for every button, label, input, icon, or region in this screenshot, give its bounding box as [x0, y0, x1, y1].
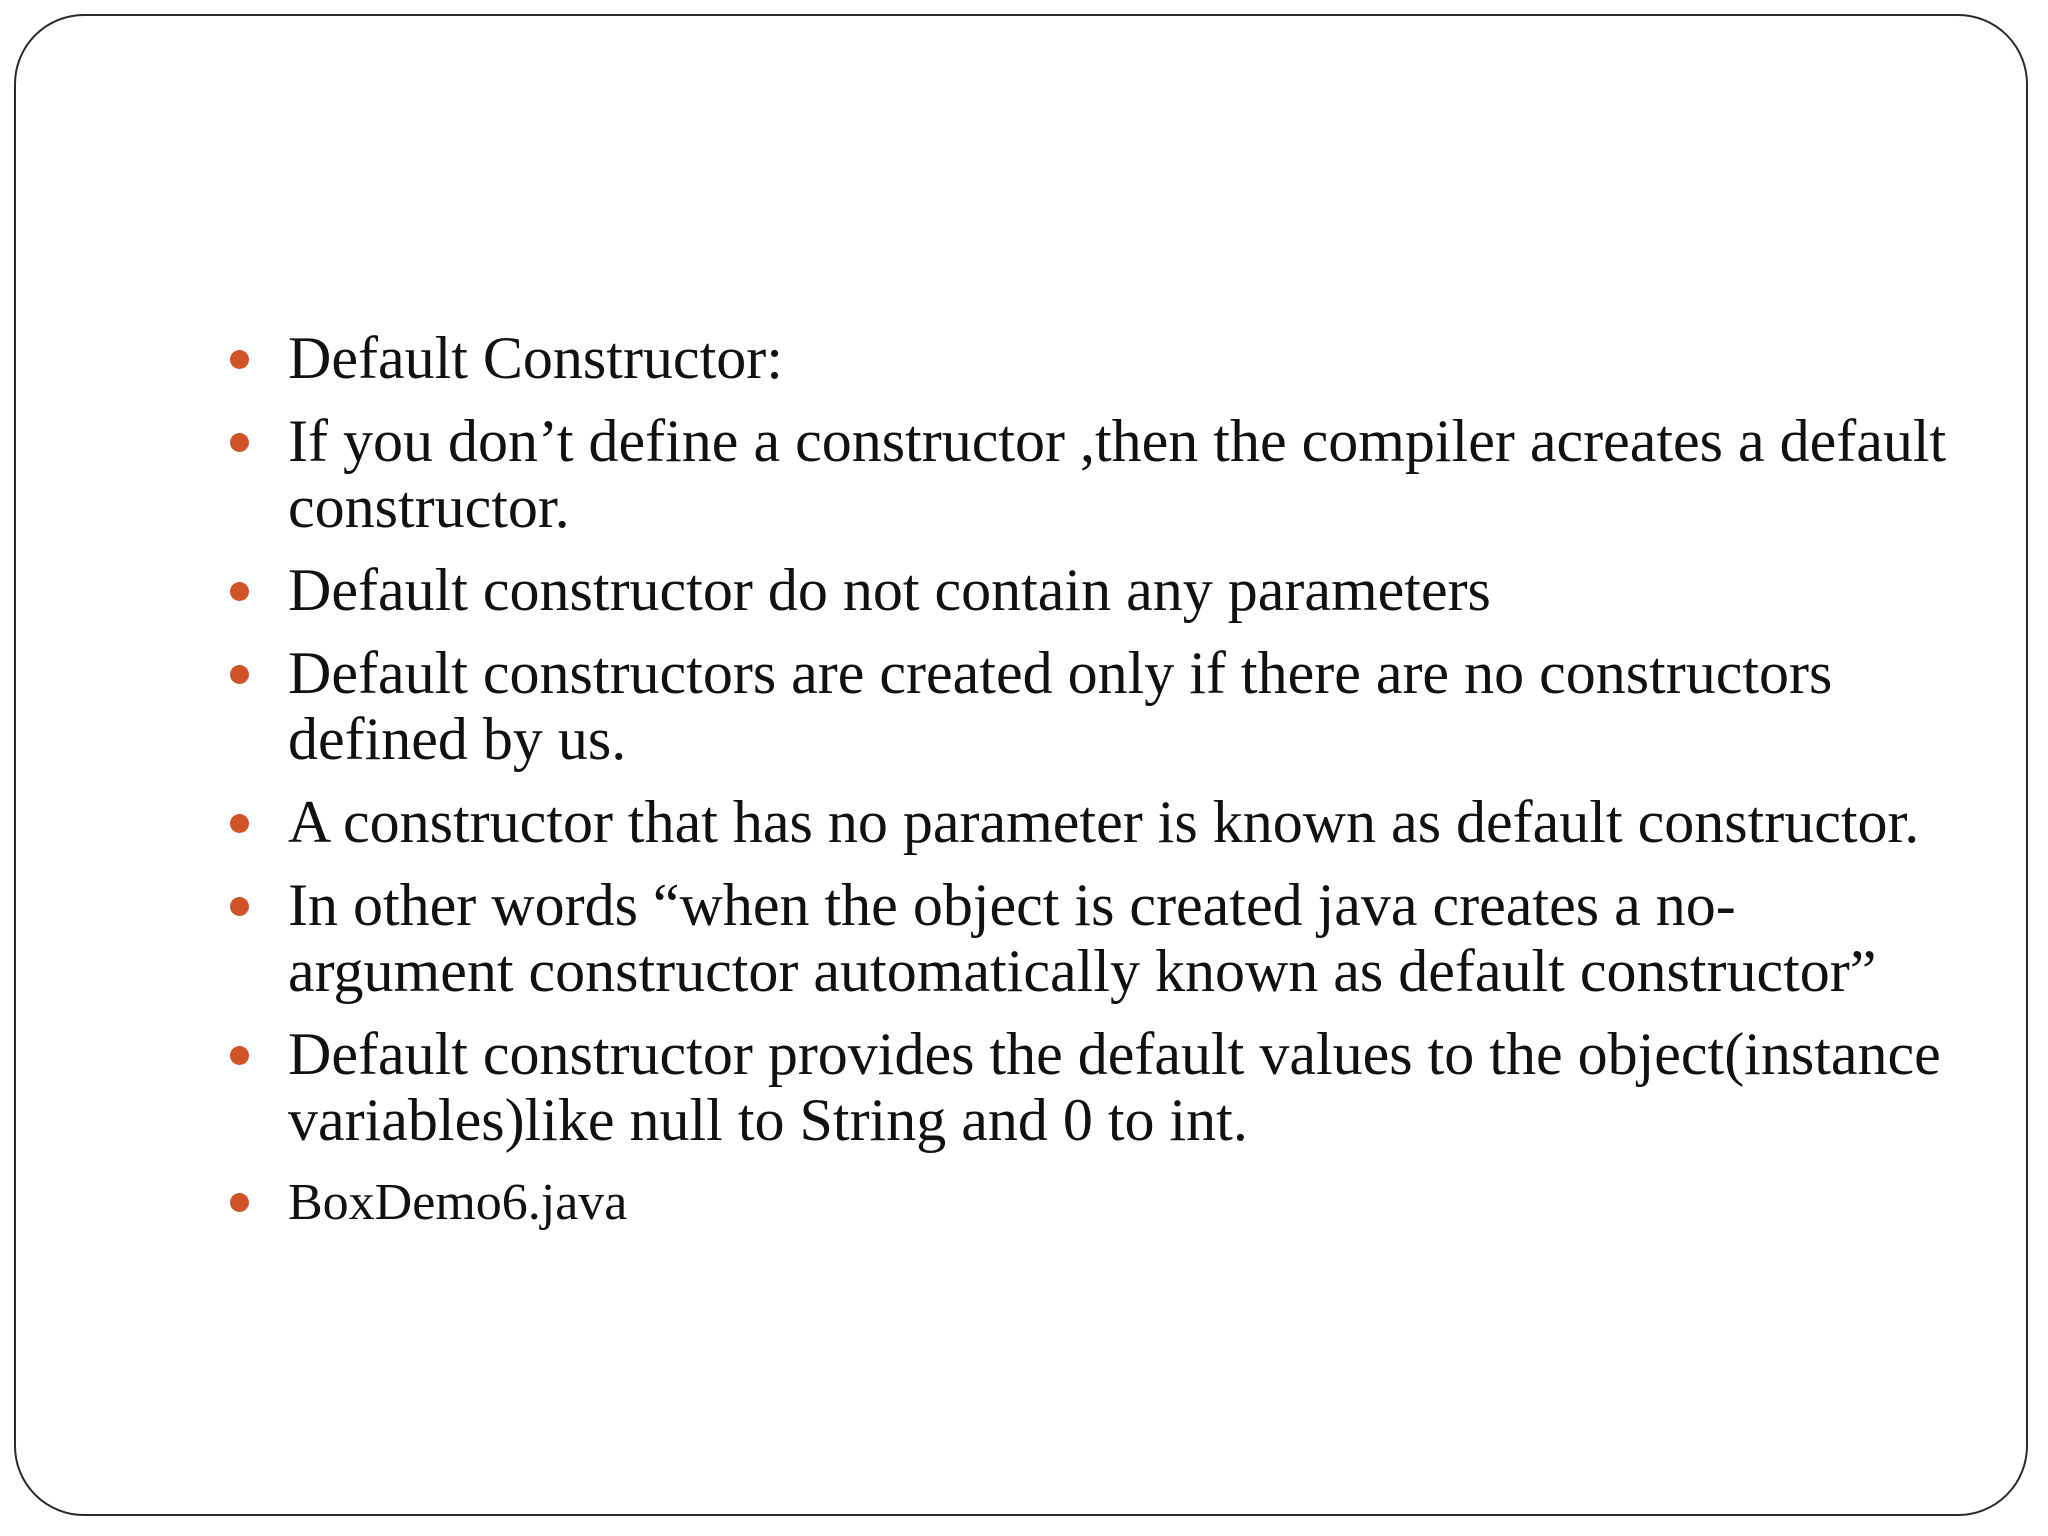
bullet-dot-icon	[230, 433, 249, 452]
bullet-dot-icon	[230, 665, 249, 684]
bullet-dot-icon	[230, 350, 249, 369]
bullet-item-created-only-if	[230, 640, 1950, 772]
bullet-dot-icon	[230, 1193, 249, 1212]
bullet-item-default-constructor-heading	[230, 325, 1950, 391]
bullet-item-in-other-words	[230, 872, 1950, 1004]
bullet-text: Default constructors are created only if there are no constructors defined by us.	[288, 640, 1833, 772]
bullet-list	[230, 325, 1950, 1253]
bullet-text: Default constructor provides the default values to the object(instance variables)like null to String and 0 to int.	[288, 1021, 1941, 1153]
bullet-dot-icon	[230, 897, 249, 916]
bullet-item-compiler-creates	[230, 408, 1950, 540]
bullet-item-known-as-default	[230, 789, 1950, 855]
bullet-item-default-values	[230, 1021, 1950, 1153]
bullet-text: A constructor that has no parameter is known as default constructor.	[288, 789, 1920, 855]
bullet-dot-icon	[230, 1046, 249, 1065]
bullet-item-boxdemo-file	[230, 1170, 1950, 1236]
bullet-dot-icon	[230, 814, 249, 833]
bullet-item-no-parameters	[230, 557, 1950, 623]
bullet-text: Default Constructor:	[288, 325, 783, 391]
bullet-text: In other words “when the object is created java creates a no-argument constructor automatically known as default constructor”	[288, 872, 1877, 1004]
bullet-text: If you don’t define a constructor ,then the compiler acreates a default constructor.	[288, 408, 1947, 540]
bullet-text: BoxDemo6.java	[288, 1174, 628, 1231]
bullet-text: Default constructor do not contain any parameters	[288, 557, 1491, 623]
bullet-dot-icon	[230, 582, 249, 601]
